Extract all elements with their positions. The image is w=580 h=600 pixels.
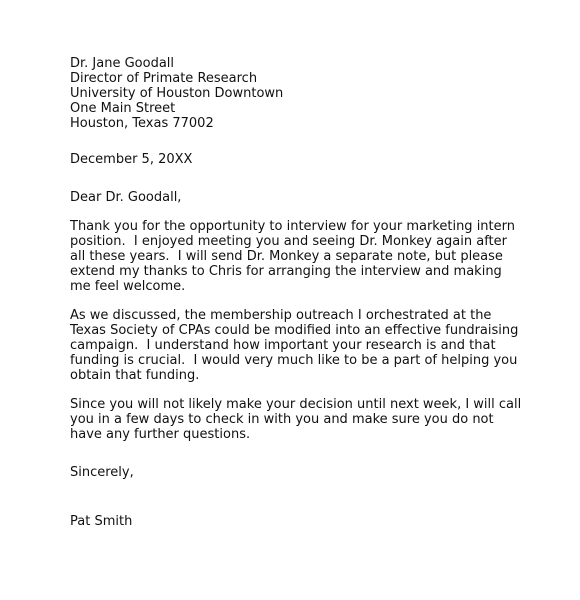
paragraph-line: obtain that funding. [70,368,200,383]
paragraph-line: campaign. I understand how important your research is and that [70,338,496,353]
paragraph-line: me feel welcome. [70,279,186,294]
signature-name: Pat Smith [70,514,133,529]
paragraph-line: As we discussed, the membership outreach I orchestrated at the [70,308,492,323]
cover-letter [70,56,540,529]
body-paragraph-1 [70,219,540,294]
paragraph-line: Since you will not likely make your decision until next week, I will call [70,397,522,412]
recipient-title: Director of Primate Research [70,71,258,86]
recipient-street: One Main Street [70,101,176,116]
paragraph-line: funding is crucial. I would very much like to be a part of helping you [70,353,518,368]
closing: Sincerely, [70,465,134,480]
recipient-city-state-zip: Houston, Texas 77002 [70,116,214,131]
paragraph-line: Thank you for the opportunity to interview for your marketing intern [70,219,515,234]
recipient-organization: University of Houston Downtown [70,86,284,101]
paragraph-line: position. I enjoyed meeting you and seeing Dr. Monkey again after [70,234,507,249]
paragraph-line: you in a few days to check in with you and make sure you do not [70,412,494,427]
body-paragraph-2 [70,308,540,383]
paragraph-line: Texas Society of CPAs could be modified into an effective fundraising [70,323,519,338]
salutation: Dear Dr. Goodall, [70,190,182,205]
recipient-name: Dr. Jane Goodall [70,56,175,71]
paragraph-line: all these years. I will send Dr. Monkey a separate note, but please [70,249,503,264]
body-paragraph-3 [70,397,540,442]
paragraph-line: extend my thanks to Chris for arranging the interview and making [70,264,502,279]
letter-date: December 5, 20XX [70,152,193,167]
recipient-address-block [70,56,540,131]
paragraph-line: have any further questions. [70,427,251,442]
